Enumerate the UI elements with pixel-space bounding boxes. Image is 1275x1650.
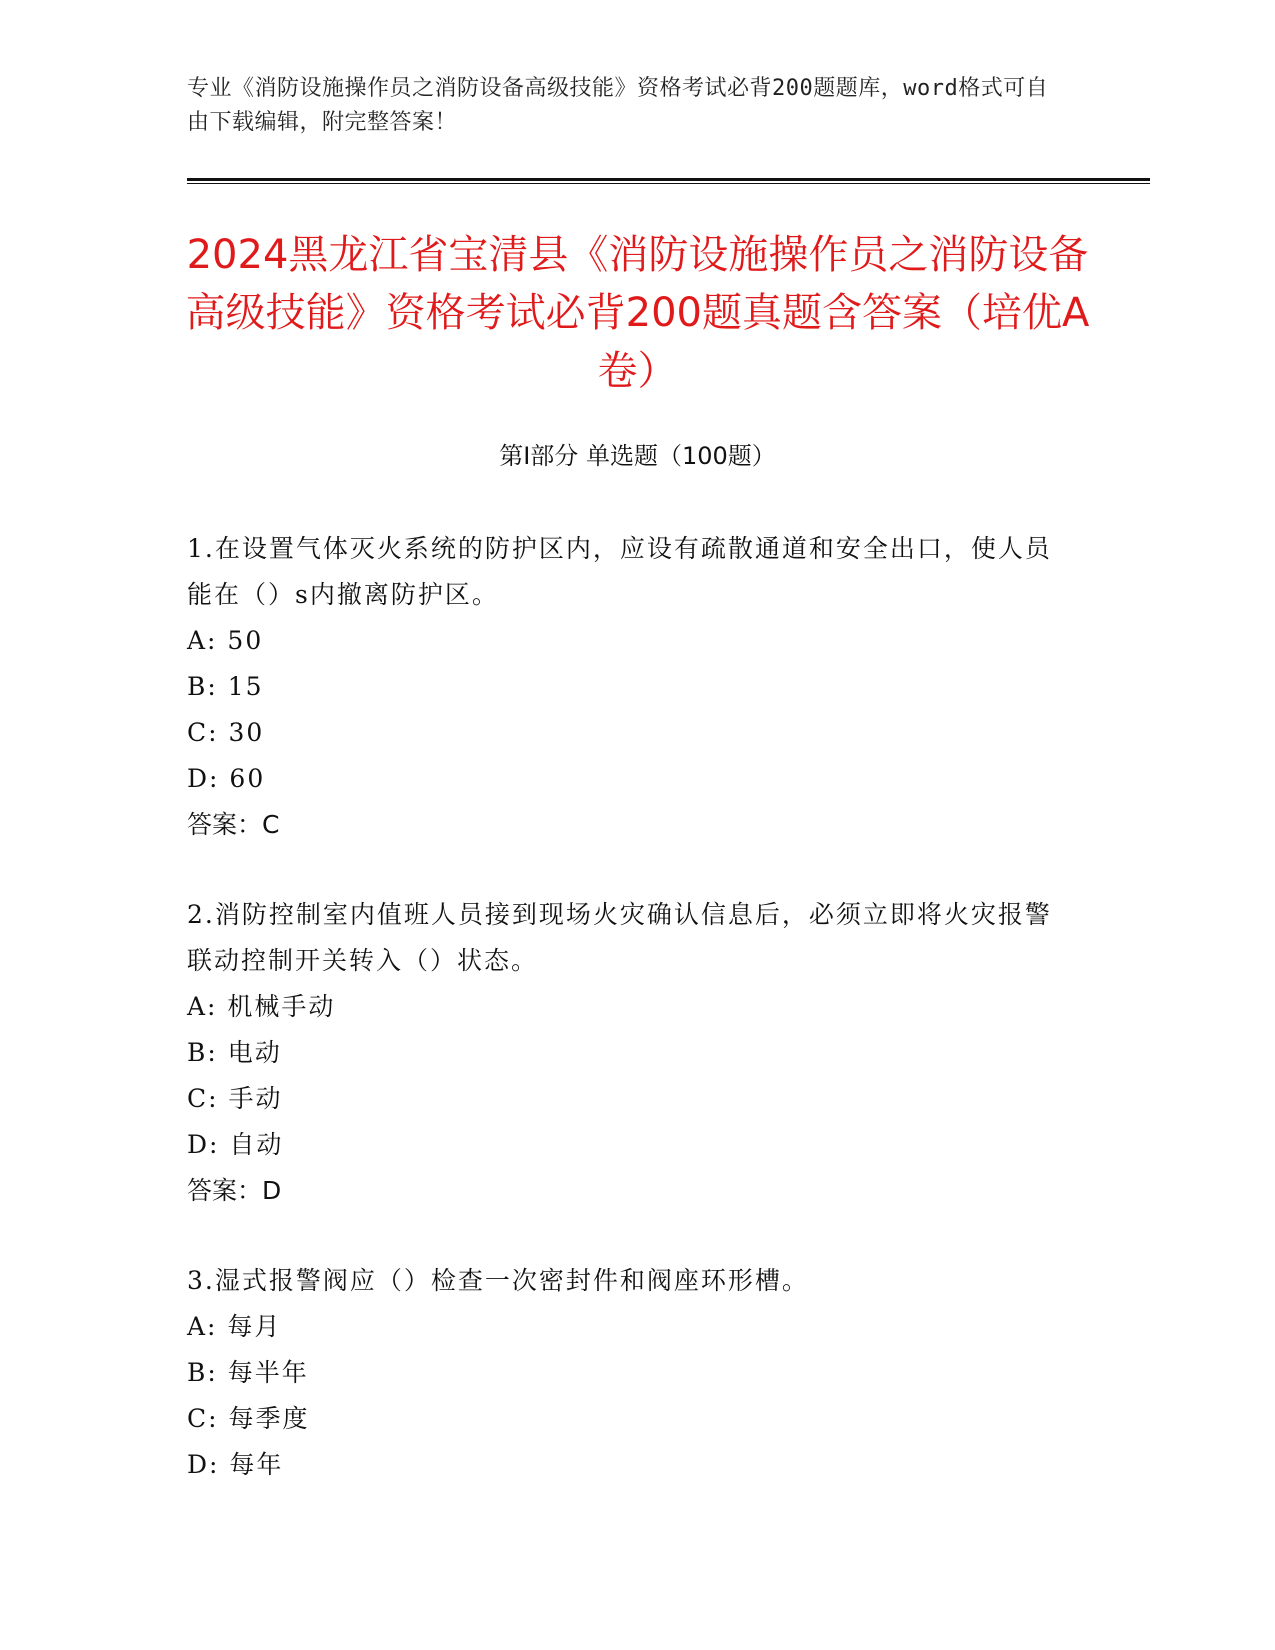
option-c: C: 每季度 (187, 1404, 310, 1433)
question-2 (187, 892, 1067, 1214)
option-a: A: 50 (187, 626, 264, 655)
option-c: C: 手动 (187, 1084, 283, 1113)
header-rule-thick (187, 178, 1150, 181)
question-stem: 3.湿式报警阀应（）检查一次密封件和阀座环形槽。 (187, 1266, 809, 1295)
question-stem: 1.在设置气体灭火系统的防护区内，应设有疏散通道和安全出口，使人员能在（）s内撤离防护区。 (187, 534, 1052, 609)
option-d: D: 自动 (187, 1130, 284, 1159)
header-note: 专业《消防设施操作员之消防设备高级技能》资格考试必背200题题库，word格式可自由下载编辑，附完整答案！ (187, 76, 1049, 135)
answer: 答案：C (187, 810, 280, 839)
question-stem: 2.消防控制室内值班人员接到现场火灾确认信息后，必须立即将火灾报警联动控制开关转入（）状态。 (187, 900, 1052, 975)
option-b: B: 电动 (187, 1038, 282, 1067)
option-d: D: 60 (187, 764, 266, 793)
question-list (187, 526, 1067, 1532)
option-c: C: 30 (187, 718, 265, 747)
answer: 答案：D (187, 1176, 282, 1205)
header-rule-thin (187, 183, 1150, 184)
question-1 (187, 526, 1067, 848)
section-title: 第Ⅰ部分 单选题（100题） (499, 442, 776, 470)
option-b: B: 15 (187, 672, 264, 701)
option-a: A: 机械手动 (187, 992, 336, 1021)
document-title: 2024黑龙江省宝清县《消防设施操作员之消防设备高级技能》资格考试必背200题真题含答案（培优A卷） (185, 232, 1090, 394)
option-a: A: 每月 (187, 1312, 282, 1341)
option-d: D: 每年 (187, 1450, 284, 1479)
question-3 (187, 1258, 1067, 1488)
option-b: B: 每半年 (187, 1358, 309, 1387)
